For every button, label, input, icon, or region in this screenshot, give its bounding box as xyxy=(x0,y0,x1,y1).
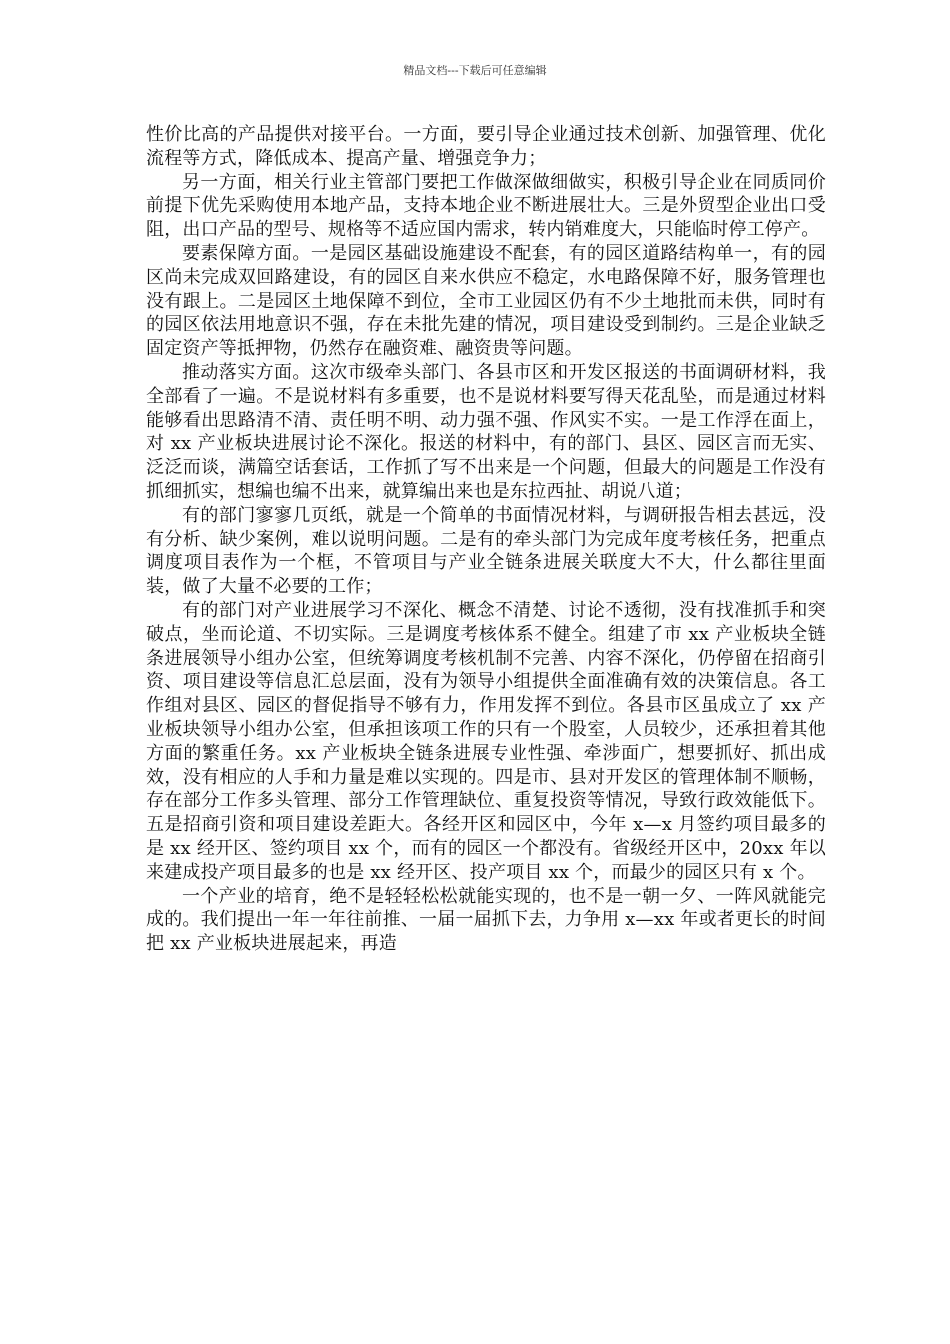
page-header: 精品文档---下载后可任意编辑 xyxy=(403,64,547,77)
paragraph: 性价比高的产品提供对接平台。一方面，要引导企业通过技术创新、加强管理、优化流程等方式，降低成本、提高产量、增强竞争力； xyxy=(146,124,826,169)
paragraph: 有的部门对产业进展学习不深化、概念不清楚、讨论不透彻，没有找准抓手和突破点，坐而论道、不切实际。三是调度考核体系不健全。组建了市 xx 产业板块全链条进展领导小组办公室，但统筹调度考核机制不完善、内容不深化，仍停留在招商引资、项目建设等信息汇总层面，没有为领导小组提供全面准确有效的决策信息。各工作组对县区、园区的督促指导不够有力，作用发挥不到位。各县市区虽成立了 xx 产业板块领导小组办公室，但承担该项工作的只有一个股室，人员较少，还承担着其他方面的繁重任务。xx 产业板块全链条进展专业性强、牵涉面广，想要抓好、抓出成效，没有相应的人手和力量是难以实现的。四是市、县对开发区的管理体制不顺畅，存在部分工作多头管理、部分工作管理缺位、重复投资等情况，导致行政效能低下。五是招商引资和项目建设差距大。各经开区和园区中，今年 x—x 月签约项目最多的是 xx 经开区、签约项目 xx 个，而有的园区一个都没有。省级经开区中，20xx 年以来建成投产项目最多的也是 xx 经开区、投产项目 xx 个，而最少的园区只有 x 个。 xyxy=(146,599,826,883)
paragraph: 有的部门寥寥几页纸，就是一个简单的书面情况材料，与调研报告相去甚远，没有分析、缺少案例，难以说明问题。二是有的牵头部门为完成年度考核任务，把重点调度项目表作为一个框，不管项目与产业全链条进展关联度大不大，什么都往里面装，做了大量不必要的工作； xyxy=(146,504,826,598)
document-body xyxy=(146,123,826,956)
paragraph: 推动落实方面。这次市级牵头部门、各县市区和开发区报送的书面调研材料，我全部看了一遍。不是说材料有多重要，也不是说材料要写得天花乱坠，而是通过材料能够看出思路清不清、责任明不明、动力强不强、作风实不实。一是工作浮在面上，对 xx 产业板块进展讨论不深化。报送的材料中，有的部门、县区、园区言而无实、泛泛而谈，满篇空话套话，工作抓了写不出来是一个问题，但最大的问题是工作没有抓细抓实，想编也编不出来，就算编出来也是东拉西扯、胡说八道； xyxy=(146,361,826,502)
paragraph: 另一方面，相关行业主管部门要把工作做深做细做实，积极引导企业在同质同价前提下优先采购使用本地产品，支持本地企业不断进展壮大。三是外贸型企业出口受阻，出口产品的型号、规格等不适应国内需求，转内销难度大，只能临时停工停产。 xyxy=(146,171,826,241)
paragraph: 一个产业的培育，绝不是轻轻松松就能实现的，也不是一朝一夕、一阵风就能完成的。我们提出一年一年往前推、一届一届抓下去，力争用 x—xx 年或者更长的时间把 xx 产业板块进展起来，再造 xyxy=(146,885,826,955)
paragraph: 要素保障方面。一是园区基础设施建设不配套，有的园区道路结构单一，有的园区尚未完成双回路建设，有的园区自来水供应不稳定，水电路保障不好，服务管理也没有跟上。二是园区土地保障不到位，全市工业园区仍有不少土地批而未供，同时有的园区依法用地意识不强，存在未批先建的情况，项目建设受到制约。三是企业缺乏固定资产等抵押物，仍然存在融资难、融资贵等问题。 xyxy=(146,242,826,360)
